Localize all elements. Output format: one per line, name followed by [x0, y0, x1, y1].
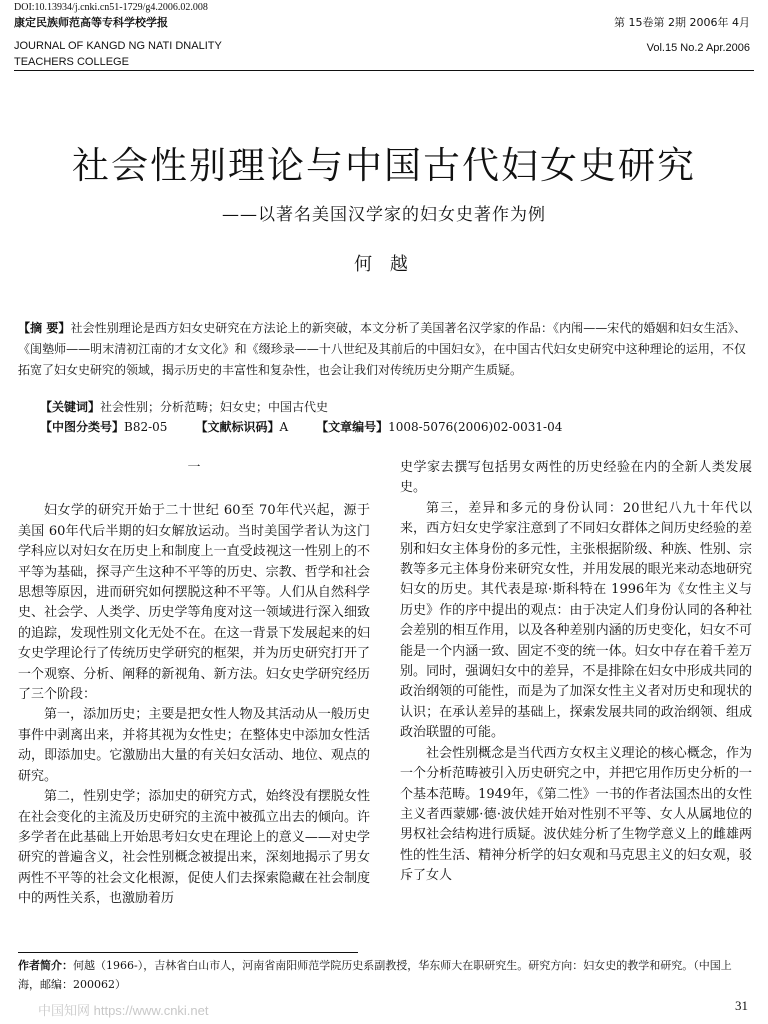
journal-name-en-line2: TEACHERS COLLEGE: [14, 56, 129, 68]
footnote-rule: [18, 952, 358, 953]
author-name: 何 越: [354, 254, 414, 275]
keywords-label: 【关键词】: [40, 400, 101, 414]
header-rule: [14, 70, 754, 71]
doc-code-value: A: [279, 420, 289, 434]
body-paragraph: 第二，性别史学；添加史的研究方式，始终没有摆脱女性在社会变化的主流及历史研究的主流中被孤立出去的倾向。许多学者在此基础上开始思考妇女史在理论上的意义——对史学研究的普遍含义，社会性别概念被提出来，深刻地揭示了男女两性不平等的社会文化根源，促使人们去探索隐藏在社会制度中的两性关系，也激励着历: [18, 789, 370, 907]
paper-title: 社会性别理论与中国古代妇女史研究: [72, 144, 696, 187]
body-paragraph: 第三，差异和多元的身份认同：20世纪八九十年代以来，西方妇女史学家注意到了不同妇女群体之间历史经验的差别和妇女主体身份的多元性，主张根据阶级、种族、性别、宗教等多元主体身份来研究女性，并用发展的眼光来动态地研究妇女的历史。其代表是琼·斯科特在 1996年为《女性主义与历史》作的序中提出的观点：由于决定人们身份认同的各种社会差别的相互作用，以及各种差别内涵的历史变化，妇女不可能是一个内涵一致、固定不变的统一体。妇女中存在着千差万别。同时，强调妇女中的差异，不是排除在妇女中形成共同的政治纲领的可能性，而是为了加深女性主义者对历史和现状的认识；在承认差异的基础上，探索发展共同的政治纲领、组成政治联盟的可能。: [400, 500, 752, 741]
clc-label: 【中图分类号】: [40, 420, 125, 434]
journal-name-en: [14, 38, 222, 70]
abstract-text: 社会性别理论是西方妇女史研究在方法论上的新突破，本文分析了美国著名汉学家的作品：《内闱——宋代的婚姻和妇女生活》、《闺塾师——明末清初江南的才女文化》和《缀珍录——十八世纪及其前后的中国妇女》，在中国古代妇女史研究中这种理论的运用，不仅拓宽了妇女史研究的领域，揭示历史的丰富性和复杂性，也会让我们对传统历史分期产生质疑。: [18, 321, 746, 377]
journal-name-cn: 康定民族师范高等专科学校学报: [14, 16, 168, 29]
body-paragraph-continuation: 史学家去撰写包括男女两性的历史经验在内的全新人类发展史。: [400, 460, 752, 496]
footnote-label: 作者简介：: [18, 959, 73, 972]
doc-code-label: 【文献标识码】: [195, 420, 280, 434]
classification-line: [40, 418, 746, 435]
doi: DOI:10.13934/j.cnki.cn51-1729/g4.2006.02.008: [14, 2, 208, 13]
abstract: [18, 318, 746, 381]
footnote-text: 何越（1966-），吉林省白山市人，河南省南阳师范学院历史系副教授，华东师大在职研究生。研究方向：妇女史的教学和研究。（中国上海，邮编：200062）: [18, 959, 732, 991]
body-paragraph: 第一，添加历史；主要是把女性人物及其活动从一般历史事件中剥离出来，并将其视为女性史；在整体史中添加女性活动，即添加史。它激励出大量的有关妇女活动、地位、观点的研究。: [18, 707, 370, 784]
issue-info-cn: 第 15卷第 2期 2006年 4月: [614, 16, 750, 29]
issue-info-en: Vol.15 No.2 Apr.2006: [646, 42, 750, 54]
paper-subtitle: ——以著名美国汉学家的妇女史著作为例: [222, 205, 546, 225]
watermark: 中国知网 https://www.cnki.net: [38, 1003, 209, 1018]
section-number: 一: [187, 460, 201, 475]
body-paragraph: 妇女学的研究开始于二十世纪 60至 70年代兴起，源于美国 60年代后半期的妇女解放运动。当时美国学者认为这门学科应以对妇女在历史上和制度上一直受歧视这一性别上的不平等为基础，探寻产生这种不平等的历史、宗教、哲学和社会思想等原因，进而研究如何摆脱这种不平等。人们从自然科学史、社会学、人类学、历史学等角度对这一领域进行深入细致的追踪，发现性别文化无处不在。在这一背景下发展起来的妇女史学理论行了传统历史学研究的框架，并为历史研究打开了一个观察、分析、阐释的新视角、新方法。妇女史学研究经历了三个阶段：: [18, 503, 370, 703]
body-column-left: [18, 458, 370, 910]
page-number: 31: [735, 998, 748, 1013]
body-column-right: [400, 458, 752, 887]
body-paragraph: 社会性别概念是当代西方女权主义理论的核心概念，作为一个分析范畴被引入历史研究之中，并把它用作历史分析的一个基本范畴。1949年，《第二性》一书的作者法国杰出的女性主义者西蒙娜·德·波伏娃开始对性别不平等、女人从属地位的男权社会结构进行质疑。波伏娃分析了生物学意义上的雌雄两性的性生活、精神分析学的妇女观和马克思主义的妇女观，驳斥了女人: [400, 745, 752, 884]
author-footnote: [18, 956, 746, 994]
keywords-text: 社会性别；分析范畴；妇女史；中国古代史: [100, 400, 329, 414]
keywords: [40, 398, 746, 415]
clc-value: B82-05: [124, 420, 168, 434]
article-number-label: 【文章编号】: [316, 420, 389, 434]
abstract-label: 【摘 要】: [18, 321, 71, 335]
journal-name-en-line1: JOURNAL OF KANGD NG NATI DNALITY: [14, 40, 222, 52]
article-number-value: 1008-5076(2006)02-0031-04: [388, 420, 563, 434]
